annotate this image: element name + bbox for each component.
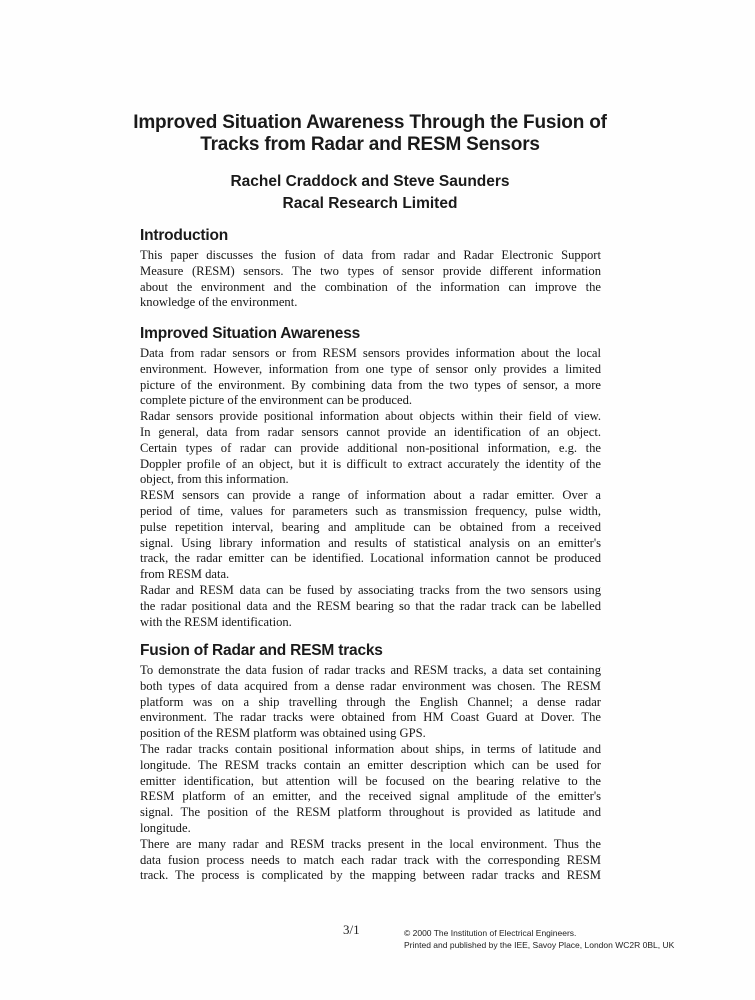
section-fusion-radar-resm: [140, 641, 601, 884]
text-line: longitude. The RESM tracks contain an emitter description which can be used for: [140, 757, 601, 772]
affiliation: Racal Research Limited: [282, 195, 458, 212]
text-line: signal. Using library information and results of statistical analysis on an emitter's: [140, 535, 601, 550]
text-line: longitude.: [140, 820, 191, 835]
text-line: with the RESM identification.: [140, 614, 292, 629]
text-line: data fusion process needs to match each radar track with the corresponding RESM: [140, 852, 601, 867]
text-line: Radar and RESM data can be fused by associating tracks from the two sensors using: [140, 582, 601, 597]
text-line: Doppler profile of an object, but it is difficult to extract accurately the identity of the: [140, 456, 601, 471]
section-introduction: [140, 226, 601, 311]
text-line: about the environment and the combination of the information can improve the: [140, 279, 601, 294]
copyright-line: © 2000 The Institution of Electrical Engineers.: [404, 928, 577, 938]
section-improved-situation-awareness: [140, 324, 601, 630]
text-line: signal. The position of the RESM platform throughout is provided as latitude and: [140, 805, 601, 820]
text-line: the radar positional data and the RESM bearing so that the radar track can be labelled: [140, 598, 601, 613]
text-line: RESM sensors can provide a range of information about a radar emitter. Over a: [140, 488, 601, 503]
text-line: period of time, values for parameters such as transmission frequency, pulse width,: [140, 503, 601, 518]
text-line: both types of data acquired from a dense radar environment was chosen. The RESM: [140, 678, 601, 693]
text-line: complete picture of the environment can be produced.: [140, 393, 413, 408]
text-line: To demonstrate the data fusion of radar tracks and RESM tracks, a data set containing: [140, 663, 601, 677]
text-line: knowledge of the environment.: [140, 295, 298, 310]
section-heading: Fusion of Radar and RESM tracks: [140, 642, 383, 659]
text-line: Radar sensors provide positional information about objects within their field of view.: [140, 409, 601, 424]
text-line: pulse repetition interval, bearing and amplitude can be obtained from a received: [140, 519, 601, 534]
text-line: The radar tracks contain positional information about ships, in terms of latitude and: [140, 741, 601, 756]
text-line: emitter identification, but attention will be focused on the bearing relative to the: [140, 773, 601, 788]
text-line: In general, data from radar sensors cannot provide an identification of an object.: [140, 424, 601, 439]
text-line: There are many radar and RESM tracks present in the local environment. Thus the: [140, 836, 601, 851]
text-line: from RESM data.: [140, 567, 230, 582]
title-line-1: Improved Situation Awareness Through the Fusion of: [133, 112, 607, 133]
title-line-2: Tracks from Radar and RESM Sensors: [200, 134, 540, 155]
text-line: Certain types of radar can provide additional non-positional information, e.g. the: [140, 440, 601, 455]
text-line: track. The process is complicated by the mapping between radar tracks and RESM: [140, 868, 601, 883]
page-number: 3/1: [343, 922, 360, 937]
text-line: environment. The radar tracks were obtained from HM Coast Guard at Dover. The: [140, 710, 601, 725]
text-line: This paper discusses the fusion of data from radar and Radar Electronic Support: [140, 248, 601, 262]
text-line: Measure (RESM) sensors. The two types of sensor provide different information: [140, 263, 601, 278]
text-line: Data from radar sensors or from RESM sensors provides information about the local: [140, 346, 601, 360]
copyright-notice: [404, 928, 674, 951]
section-heading: Introduction: [140, 227, 228, 244]
text-line: platform was on a ship travelling through the English Channel; a dense radar: [140, 694, 601, 709]
author-block: [130, 171, 610, 215]
text-line: object, from this information.: [140, 472, 289, 487]
text-line: RESM platform of an emitter, and the received signal amplitude of the emitter's: [140, 789, 601, 804]
text-line: track, the radar emitter can be identified. Locational information cannot be produced: [140, 551, 601, 566]
paper-title: [130, 112, 610, 156]
text-line: environment. However, information from one type of sensor only provides a limited: [140, 361, 601, 376]
text-line: position of the RESM platform was obtained using GPS.: [140, 726, 426, 741]
section-heading: Improved Situation Awareness: [140, 325, 361, 342]
text-line: picture of the environment. By combining data from the two types of sensor, a more: [140, 377, 601, 392]
authors: Rachel Craddock and Steve Saunders: [230, 173, 510, 190]
publisher-line: Printed and published by the IEE, Savoy Place, London WC2R 0BL, UK: [404, 939, 675, 950]
